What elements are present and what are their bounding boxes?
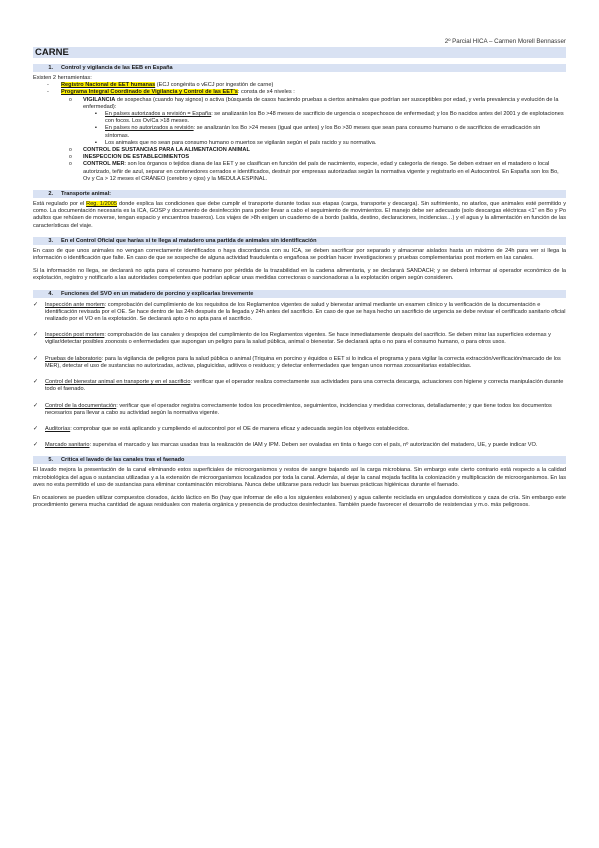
svo-function-5: ✓ Control de la documentación: verificar que el operador registra correctamente todos los procedimientos, seguimientos, incidencias y medidas correctoras, detalladamente; y que tiene todos los documentos necesarios para llevar a cabo su actividad según la normativa vigente. — [33, 402, 552, 416]
section-2-text: Está regulado por el Reg. 1/2005 donde explica las condiciones que debe cumplir el transporte durante todas sus etapas (carga, transporte y descarga). Sin sufrimiento, no atarlos, que animales esté permitido y como. La documentación necesaria es la ICA, GOSP y documento de desinfección para poder llevar a cabo el seguimiento de movimientos. El manejo debe ser adecuado (solo descargas eléctricas <1” en Bo y Po adultos que rehúsen de moverse, tengan espacio y encuentros traseros). Los viajes de >8h exigen un cuaderno de a bordo (salida, destino, declaraciones, incidencias…) y el agua y la alimentación en función de las características del viaje. — [33, 201, 567, 229]
level-control-sustancias: o CONTROL DE SUSTANCIAS PARA LA ALIMENTACION ANIMAL — [69, 147, 250, 154]
level-control-mer: o CONTROL MER: son los órganos o tejidos diana de las EET y se clasifican en función del país de nacimiento, especie, edad y categoría de riesgo. Se deben extraer en el matadero o local autorizado, teñir de azul, separar en contenedores cerrados e identificados, destruir por empresas autorizadas según la normativa vigente y registrarlo en el Autocontrol. En España son los Bo, Ov y Ca > 12 meses el CRÁNEO (cerebro y ojos) y la MEDULA ESPINAL. — [69, 161, 559, 182]
section-heading-2: 2. Transporte animal: — [33, 190, 566, 198]
level-inspeccion: o INESPECCION DE ESTABLECIMIENTOS — [69, 154, 190, 161]
level-vigilancia: o VIGILANCIA de sospechas (cuando hay signos) o activa (búsqueda de casos haciendo pruebas a ciertos animales que podrían ser susceptibles por edad, y verla prevalencia y evolución de la enfermedad): — [69, 96, 559, 110]
running-header: 2º Parcial HICA – Carmen Morell Bennasser — [444, 38, 566, 45]
section-3-para-2: Si la información no llega, se declarará no apta para el consumo humano por pérdida de la trazabilidad en la cadena alimentaria, y se declarará SANDACH; y se deberá informar al operador económico de la explotación, registro y notificarlo a las autoridades competentes que podrían aplicar unas medidas correctoras o sancionadoras a la explotación origen según consideren. — [33, 268, 566, 282]
section-1-intro: Existen 2 herramientas: — [33, 75, 92, 81]
vig-bullet-1: ▪ En países autorizados a revisión = España: se analizarán los Bo >48 meses de sacrificio de urgencia o sospechosos de enfermedad; y los Bo nacidos antes del 2001 y de explotaciones con focos. Los Ov/Ca >18 meses. — [95, 111, 564, 125]
page-title: CARNE — [33, 47, 566, 58]
check-icon: ✓ — [33, 402, 39, 409]
check-icon: ✓ — [33, 425, 39, 432]
section-3-para-1: En caso de que unos animales no vengan correctamente identificados o haya discordancia con su ICA, se deben sacrificar por separado y almacenar aislados hasta un máximo de 24h para ver si llega la información o identificación que falte. En caso de que se sospeche de alguna actividad fraudulenta o engañosa se podrían hacer investigaciones y pruebas complementarias post mortem en las canales. — [33, 247, 566, 262]
section-heading-1: 1. Control y vigilancia de las EEB en España — [33, 64, 566, 72]
section-5-para-1: El lavado mejora la presentación de la canal eliminando estos superficiales de microorganismos y restos de sangre bajando así la carga microbiana. Sin embargo este cierto contrario está respecto a la calidad microbiológica del agua o sustancias utilizadas y a la extensión de microorganismos localizados por toda la canal. Además, al dejar la canal mojada facilita la colonización y multiplicación de microorganismos. En las aves no esta permitido el uso de sustancias para eliminar contaminación microbiana. Nunca debe utilizarse para reducir las buenas prácticas higiénicas durante el faenado. — [33, 467, 566, 488]
svo-function-4: ✓ Control del bienestar animal en transporte y en el sacrificio: verificar que el operador realiza correctamente sus actividades para una correcta descarga, actuaciones con higiene y correcta manipulación durante todo el faenado. — [33, 379, 564, 393]
svo-function-3: ✓ Pruebas de laboratorio: para la vigilancia de peligros para la salud pública o animal (Triquina en porcino y équidos o EET si lo indica el programa y para vigilar la correcta extracción/verificación/marcado de los MER), detectar el uso de sustancias no autorizadas, activas, plaguicidas, aditivos o residuos; y detectar enfermedades que tengan unos normas zoosanitarias establecidas. — [33, 355, 561, 369]
svo-function-1: ✓ Inspección ante mortem: comprobación del cumplimiento de los requisitos de los Reglamentos vigentes de salud y bienestar animal mediante un examen clínico y la verificación de la documentación e identificación revisada por el OE. Se hace dentro de las 24h después de la llegada y 24h antes del sacrificio. En caso de que se haya hecho un sacrificio de urgencia se debe revisar el certificado sanitario oficial realizado por el VO en la explotación. Se declarará apto o no apta para el sacrificio. — [33, 301, 566, 323]
check-icon: ✓ — [33, 379, 39, 386]
tool-2: - Programa Integral Coordinado de Vigilancia y Control de las EET’s: consta de x4 niveles : — [47, 89, 295, 96]
svo-function-6: ✓ Auditorías: comprobar que se está aplicando y cumpliendo el autocontrol por el OE de manera eficaz y adecuada según los objetivos establecidos. — [33, 425, 410, 432]
document-body — [33, 60, 566, 509]
vig-bullet-3: ▪ Los animales que no sean para consumo humano o muertos se vigilarán según el país racido y su normativa. — [95, 139, 377, 146]
vig-bullet-2: ▪ En países no autorizados a revisión: se analizarán los Bo >24 meses (igual que antes) y los Bo >30 meses que sean para consumo humano o de sacrificios de erradicación sin síntomas. — [95, 125, 541, 139]
section-heading-5: 5. Critica el lavado de las canales tras el faenado — [33, 456, 566, 464]
section-heading-3: 3. En el Control Oficial que harías si te llega al matadero una partida de animales sin identificación — [33, 237, 566, 245]
svo-function-2: ✓ Inspección post mortem: comprobación de las canales y despojos del cumplimiento de los Reglamentos vigentes. Se hace inmediatamente después del sacrificio. Se deben mirar las superficies externas y vigilar/detectar posibles zoonosis o enfermedades que supongan un peligro para la salud pública, animal o bienestar. Se declarará apta o no para el consumo humano, o para otros usos. — [33, 332, 551, 346]
section-heading-4: 4. Funciones del SVO en un matadero de porcino y explicarlas brevemente — [33, 290, 566, 298]
check-icon: ✓ — [33, 301, 39, 308]
check-icon: ✓ — [33, 442, 39, 449]
svo-function-7: ✓ Marcado sanitario: supervisa el marcado y las marcas usadas tras la realización de IAM y IPM. Deben ser ovaladas en tinta o fuego con el país, nº autorización del matadero, UE, y puede indicar VO. — [33, 442, 538, 449]
tool-1: - Registro Nacional de EET humanas (ECJ congénita o vECJ por ingestión de carne) — [47, 82, 274, 89]
check-icon: ✓ — [33, 355, 39, 362]
check-icon: ✓ — [33, 332, 39, 339]
section-5-para-2: En ocasiones se pueden utilizar compuestos clorados, ácido láctico en Bo (hay que informar de ello a los siguientes eslabones) y agua caliente reciclada en ungulados domésticos y caza de cría. Sin embargo este procedimiento genera mucha cantidad de aguas residuales con materia orgánica y presencia de productos desinfectantes. También puede favorecer el desarrollo de resistencias y m.o. más peligrosos. — [33, 494, 566, 509]
